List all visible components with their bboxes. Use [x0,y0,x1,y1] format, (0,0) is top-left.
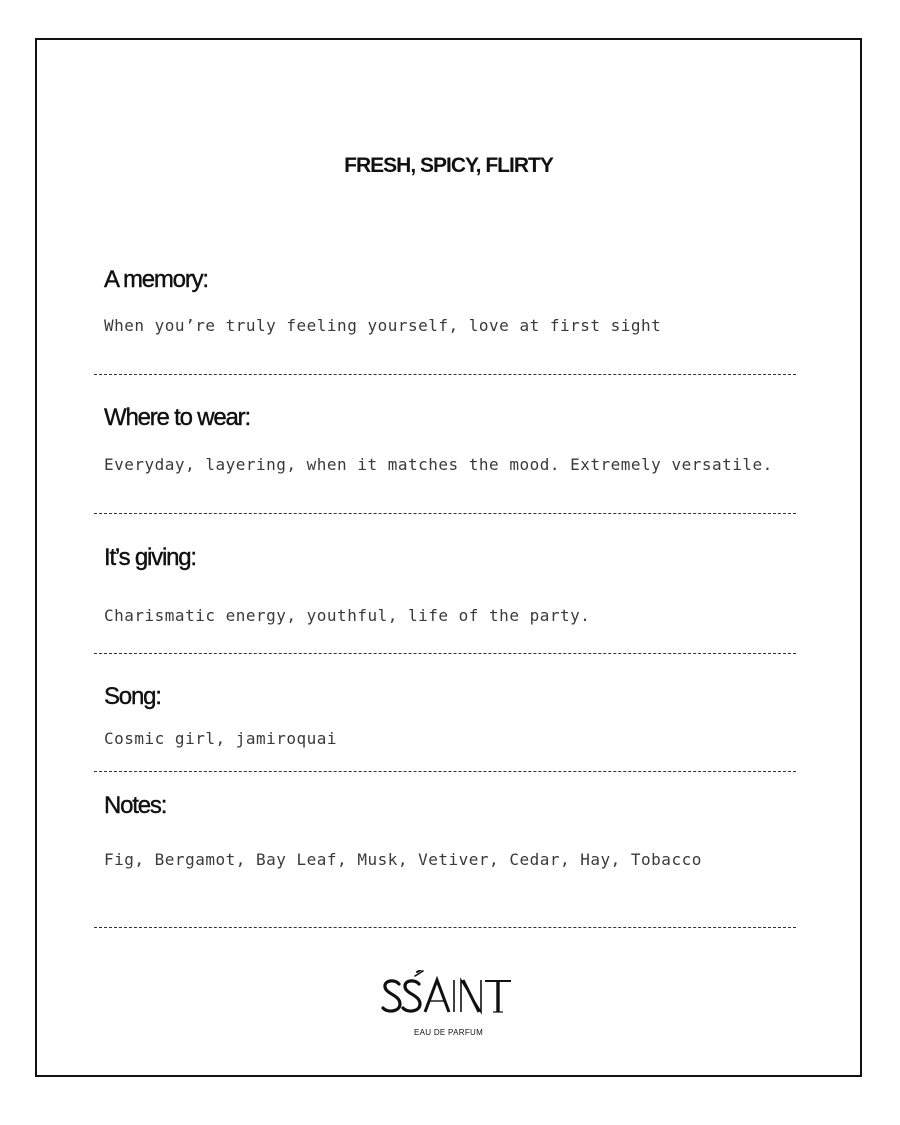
section-value-where-to-wear: Everyday, layering, when it matches the mood. Extremely versatile. [104,455,773,474]
section-label-memory: A memory: [104,266,208,293]
section-label-its-giving: It’s giving: [104,544,196,571]
ssaint-logo-mark [379,970,519,1022]
dashed-divider [94,513,796,514]
headline: FRESH, SPICY, FLIRTY [344,154,553,177]
dashed-divider [94,374,796,375]
section-value-memory: When you’re truly feeling yourself, love at first sight [104,316,662,335]
section-value-notes: Fig, Bergamot, Bay Leaf, Musk, Vetiver, Cedar, Hay, Tobacco [104,850,702,869]
dashed-divider [94,771,796,772]
section-value-song: Cosmic girl, jamiroquai [104,729,338,748]
fragrance-card [35,38,862,1077]
dashed-divider [94,653,796,654]
brand-subtitle: EAU DE PARFUM [413,1028,484,1037]
section-value-its-giving: Charismatic energy, youthful, life of the party. [104,606,591,625]
section-label-where-to-wear: Where to wear: [104,404,250,431]
section-label-notes: Notes: [104,792,167,819]
dashed-divider [94,927,796,928]
section-label-song: Song: [104,683,161,710]
brand-logo [37,970,860,1037]
